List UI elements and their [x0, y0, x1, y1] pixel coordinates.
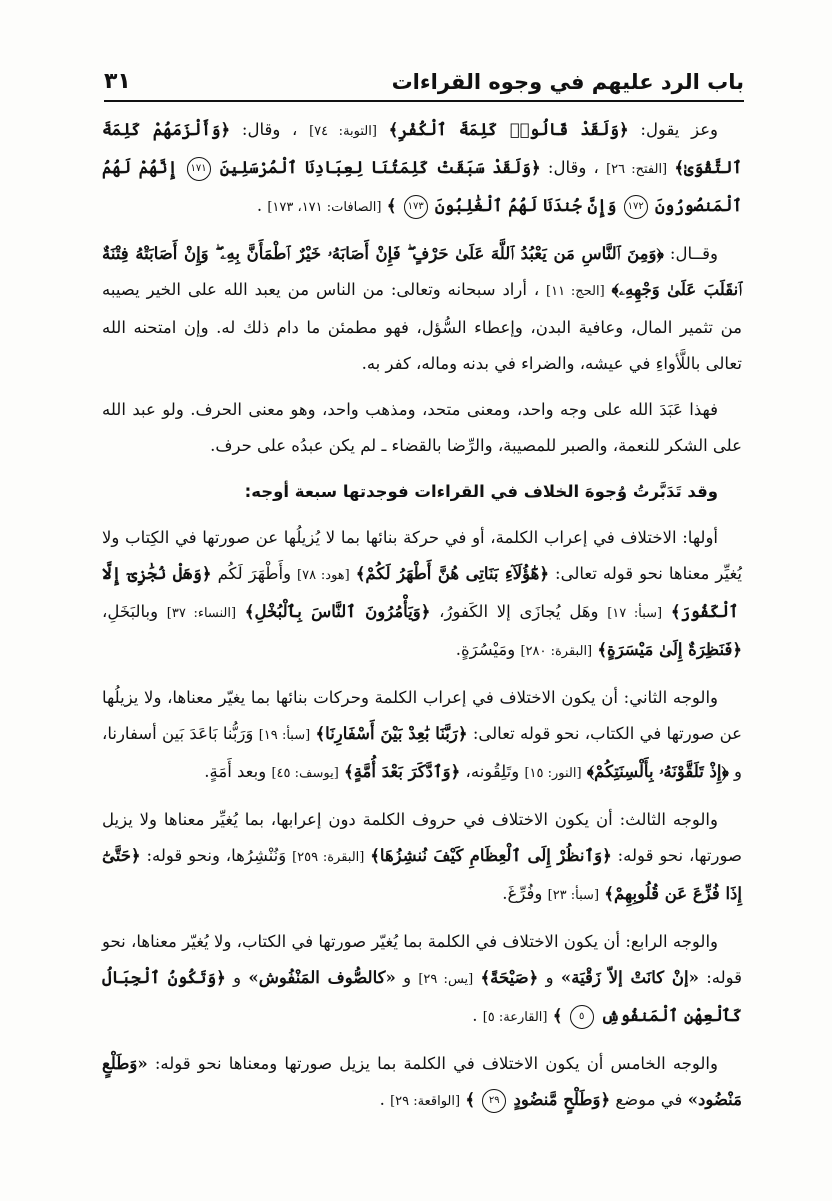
text: وقــال: — [663, 244, 719, 263]
text: وبالبَخَلِ، — [102, 602, 159, 621]
quran-quote: ﴿إِذْ تَلَقَّوْنَهُۥ بِأَلْسِنَتِكُمْ﴾ — [586, 762, 729, 781]
citation: [هود: ٧٨] — [297, 568, 350, 583]
page-header — [104, 50, 744, 94]
text: وبعد أَمَةٍ. — [204, 762, 267, 781]
citation: [البقرة: ٢٥٩] — [292, 850, 365, 865]
page-number: ٣١ — [104, 69, 131, 94]
running-head: باب الرد عليهم في وجوه القراءات — [391, 70, 744, 94]
text: و — [395, 968, 412, 987]
quran-quote: ﴿وَلَقَدْ قَالُوا۟ كَلِمَةَ ٱلْكُفْرِ﴾ — [388, 120, 629, 139]
heading-text: وقد تَدَبَّرتُ وُجوهَ الخلاف في القراءات فوجدتها سبعة أوجه: — [244, 482, 718, 501]
quran-quote: ﴿وَمِنَ ٱلنَّاسِ مَن يَعْبُدُ ٱللَّهَ عَلَىٰ حَرْفٍ ۖ فَإِنْ أَصَابَهُۥ خَيْرٌ ٱطْمَأَنَّ بِهِۦ ۖ وَإِنْ أَصَابَتْهُ فِتْنَةٌ ٱنقَلَبَ عَلَىٰ وَجْهِهِۦ﴾ — [102, 244, 742, 299]
quran-quote: ﴾ — [552, 1006, 563, 1025]
header-rule — [104, 100, 744, 102]
text: وفُرِّغَ. — [502, 884, 543, 903]
ayah-number-mark: ١٧٣ — [404, 195, 428, 219]
text: والوجه الثاني: أن يكون الاختلاف في إعراب الكلمة وحركات بنائها بما يغيّر معناها، ولا يزيلُها عن صورتها في الكتاب، نحو قوله تعالى: — [102, 688, 742, 743]
text: ، أراد سبحانه وتعالى: من الناس من يعبد الله على الخير يصيبه من تثمير المال، وعافية البدن، وإعطاء السُّؤل، فهو مطمئن ما دام ذلك له. وإن امتحنه الله تعالى باللَّأواءِ في عيشه، والضراء في بدنه وماله، كفر به. — [102, 280, 742, 373]
quran-quote: ﴿حَتَّىٰٓ إِذَا فُزِّعَ عَن قُلُوبِهِمْ﴾ — [102, 846, 742, 903]
text: في موضع — [610, 1090, 683, 1109]
quran-quote: ﴿وَٱنظُرْ إِلَى ٱلْعِظَامِ كَيْفَ نُنشِزُهَا﴾ — [370, 846, 612, 865]
text: ، وقال: — [230, 120, 298, 139]
quran-quote: ﴾ — [465, 1090, 476, 1109]
variant-reading: «إنْ كانَتْ إلاّ زَقْيَة» — [560, 968, 699, 987]
citation: [يس: ٢٩] — [418, 972, 474, 987]
text: ، وقال: — [540, 158, 599, 177]
variant-reading: «وَطَلْعٍ مَنْضُود» — [102, 1054, 742, 1109]
text: والوجه الخامس أن يكون الاختلاف في الكلمة بما يزيل صورتها ومعناها نحو قوله: — [147, 1054, 718, 1073]
citation: [الحج: ١١] — [546, 284, 605, 299]
paragraph-7 — [102, 924, 742, 1036]
citation: [سبأ: ١٧] — [607, 606, 663, 621]
text: و — [538, 968, 554, 987]
quran-quote: وَإِنَّ جُندَنَا لَهُمُ ٱلْغَٰلِبُونَ — [434, 196, 617, 215]
citation: [يوسف: ٤٥] — [271, 766, 339, 781]
quran-quote: ﴿وَطَلْحٍ مَّنضُودٍ — [513, 1090, 611, 1109]
quran-quote: ﴿وَتَكُونُ ٱلْجِبَالُ كَٱلْعِهْنِ ٱلْمَنفُوشِ — [102, 968, 742, 1025]
ayah-number-mark: ٢٩ — [482, 1089, 506, 1113]
quran-quote: ﴿وَلَقَدْ سَبَقَتْ كَلِمَتُنَا لِعِبَادِنَا ٱلْمُرْسَلِينَ — [219, 158, 541, 177]
citation: [التوبة: ٧٤] — [309, 124, 377, 139]
paragraph-5 — [102, 680, 742, 792]
page-body — [102, 112, 742, 1181]
text: وَنُنْشِرُها، ونحو قوله: — [140, 846, 287, 865]
text: و — [225, 968, 242, 987]
text: وَرَبُّنا بَاعَدَ بَين أسفارنا، و — [102, 724, 742, 781]
quran-quote: ﴿هَٰٓؤُلَآءِ بَنَاتِى هُنَّ أَطْهَرُ لَكُمْ﴾ — [355, 564, 550, 583]
quran-quote: ﴿صَيْحَةً﴾ — [480, 968, 539, 987]
paragraph-8 — [102, 1046, 742, 1120]
text: والوجه الثالث: أن يكون الاختلاف في حروف الكلمة دون إعرابها، بما يُغيِّر معناها ولا يزيل صورتها، نحو قوله: — [102, 810, 743, 865]
paragraph-4 — [102, 520, 742, 670]
citation: [البقرة: ٢٨٠] — [520, 644, 593, 659]
quran-quote: إِنَّهُمْ لَهُمُ ٱلْمَنصُورُونَ — [102, 158, 742, 215]
paragraph-1 — [102, 112, 742, 226]
variant-reading: «كالصُّوف المَنْفُوش» — [248, 968, 396, 987]
citation: [القارعة: ٥] — [482, 1010, 548, 1025]
paragraph-2 — [102, 236, 742, 382]
text: والوجه الرابع: أن يكون الاختلاف في الكلمة بما يُغيّر صورتها في الكتاب، ولا يُغيّر معناها، نحو قوله: — [102, 932, 743, 987]
text: أولها: الاختلاف في إعراب الكلمة، أو في حركة بنائها بما لا يُزيلُها عن صورتها في الكِتاب ولا يُغيِّر معناها نحو قوله تعالى: — [102, 528, 742, 583]
text: فهذا عَبَدَ الله على وجه واحد، ومعنى متحد، ومذهب واحد، وهو معنى الحرف. ولو عبد الله على الشكر للنعمة، والصبر للمصيبة، والرِّضا بالقضاء ـ لم يكن عبدُه على حرف. — [102, 400, 742, 455]
citation: [سبأ: ٢٣] — [547, 888, 600, 903]
citation: [النساء: ٣٧] — [166, 606, 237, 621]
quran-quote: ﴿وَهَلْ نُجَٰزِىٓ إِلَّا ٱلْكَفُورَ﴾ — [102, 564, 739, 621]
section-heading — [102, 474, 742, 510]
text: . — [256, 196, 263, 215]
text: . — [379, 1090, 385, 1109]
text: وتَلِقُونه، — [460, 762, 520, 781]
quran-quote: ﴿وَيَأْمُرُونَ ٱلنَّاسَ بِٱلْبُخْلِ﴾ — [244, 602, 431, 621]
quran-quote: ﴿رَبَّنَا بَٰعِدْ بَيْنَ أَسْفَارِنَا﴾ — [315, 724, 468, 743]
paragraph-3 — [102, 392, 742, 464]
citation: [الواقعة: ٢٩] — [390, 1094, 461, 1109]
text: ومَيْسُرَةٍ. — [455, 640, 516, 659]
text: . — [472, 1006, 478, 1025]
quran-quote: ﴾ — [386, 196, 397, 215]
ayah-number-mark: ٥ — [570, 1005, 594, 1029]
quran-quote: ﴿وَٱدَّكَرَ بَعْدَ أُمَّةٍ﴾ — [344, 762, 461, 781]
text: وهَل يُجازَى إلا الكَفورُ، — [430, 602, 599, 621]
citation: [الصافات: ١٧١، ١٧٣] — [267, 200, 382, 215]
citation: [الفتح: ٢٦] — [606, 162, 668, 177]
quran-quote: ﴿فَنَظِرَةٌ إِلَىٰ مَيْسَرَةٍ﴾ — [597, 640, 742, 659]
text: وعز يقول: — [628, 120, 719, 139]
ayah-number-mark: ١٧١ — [187, 157, 211, 181]
text: وأَطْهَرَ لَكُم — [211, 564, 292, 583]
citation: [النور: ١٥] — [524, 766, 582, 781]
ayah-number-mark: ١٧٢ — [624, 195, 648, 219]
paragraph-6 — [102, 802, 742, 914]
quran-quote: ﴿وَأَلْزَمَهُمْ كَلِمَةَ ٱلتَّقْوَىٰ﴾ — [102, 120, 743, 177]
citation: [سبأ: ١٩] — [258, 728, 311, 743]
